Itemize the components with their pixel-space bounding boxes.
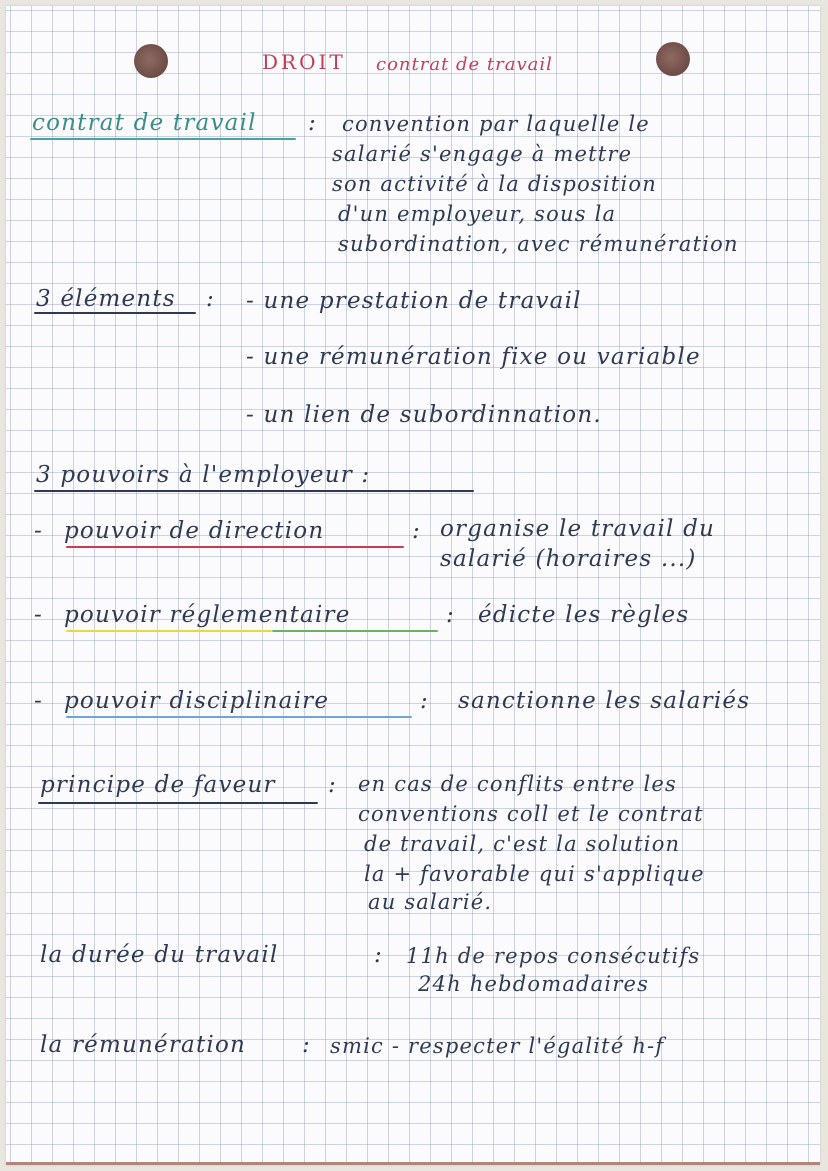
pouvoirs-heading: 3 pouvoirs à l'employeur :: [36, 462, 371, 488]
pouvoir-1-label: pouvoir de direction: [64, 518, 325, 544]
remuneration-label: la rémunération: [40, 1032, 246, 1058]
principe-line-1: en cas de conflits entre les: [358, 772, 677, 796]
notebook-page: [6, 6, 820, 1165]
duree-line-1: 11h de repos consécutifs: [406, 944, 701, 968]
elements-heading-underline: [34, 312, 196, 314]
principe-line-5: au salarié.: [368, 890, 493, 914]
pouvoir-3-label: pouvoir disciplinaire: [64, 688, 330, 714]
definition-colon: :: [308, 110, 317, 136]
pouvoir-3-colon: :: [420, 688, 429, 714]
pouvoir-1-underline: [66, 546, 404, 548]
definition-term: contrat de travail: [32, 110, 257, 136]
principe-underline: [38, 802, 318, 804]
definition-line-5: subordination, avec rémunération: [338, 232, 739, 256]
element-item-1: - une prestation de travail: [246, 288, 582, 314]
principe-line-4: la + favorable qui s'applique: [364, 862, 705, 886]
pouvoir-3-dash: -: [34, 688, 43, 714]
pouvoir-3-underline: [66, 716, 412, 718]
page-subtitle: contrat de travail: [376, 54, 553, 75]
elements-colon: :: [206, 286, 215, 312]
duree-colon: :: [374, 942, 383, 968]
principe-line-3: de travail, c'est la solution: [364, 832, 681, 856]
definition-line-1: convention par laquelle le: [342, 112, 650, 136]
pouvoirs-heading-underline: [34, 490, 474, 492]
definition-line-3: son activité à la disposition: [332, 172, 657, 196]
pouvoir-3-desc: sanctionne les salariés: [458, 688, 751, 714]
pouvoir-2-dash: -: [34, 602, 43, 628]
binder-hole-right: [656, 42, 690, 76]
pouvoir-1-desc-2: salarié (horaires ...): [440, 546, 697, 572]
remuneration-colon: :: [302, 1032, 311, 1058]
page-title: DROIT: [262, 50, 346, 74]
element-item-2: - une rémunération fixe ou variable: [246, 344, 701, 370]
elements-heading: 3 éléments: [36, 286, 176, 312]
element-item-3: - un lien de subordinnation.: [246, 402, 602, 428]
pouvoir-2-colon: :: [446, 602, 455, 628]
binder-hole-left: [134, 44, 168, 78]
pouvoir-2-underline-green: [272, 630, 438, 632]
pouvoir-2-desc: édicte les règles: [478, 602, 690, 628]
duree-label: la durée du travail: [40, 942, 279, 968]
principe-label: principe de faveur: [40, 772, 276, 798]
principe-colon: :: [328, 772, 337, 798]
definition-line-4: d'un employeur, sous la: [338, 202, 617, 226]
pouvoir-1-desc-1: organise le travail du: [440, 516, 716, 542]
definition-term-underline: [30, 138, 296, 140]
pouvoir-1-dash: -: [34, 518, 43, 544]
definition-line-2: salarié s'engage à mettre: [332, 142, 633, 166]
pouvoir-2-underline-yellow: [66, 630, 272, 632]
remuneration-text: smic - respecter l'égalité h-f: [330, 1034, 665, 1058]
pouvoir-1-colon: :: [412, 518, 421, 544]
pouvoir-2-label: pouvoir réglementaire: [64, 602, 351, 628]
duree-line-2: 24h hebdomadaires: [418, 972, 650, 996]
principe-line-2: conventions coll et le contrat: [358, 802, 704, 826]
